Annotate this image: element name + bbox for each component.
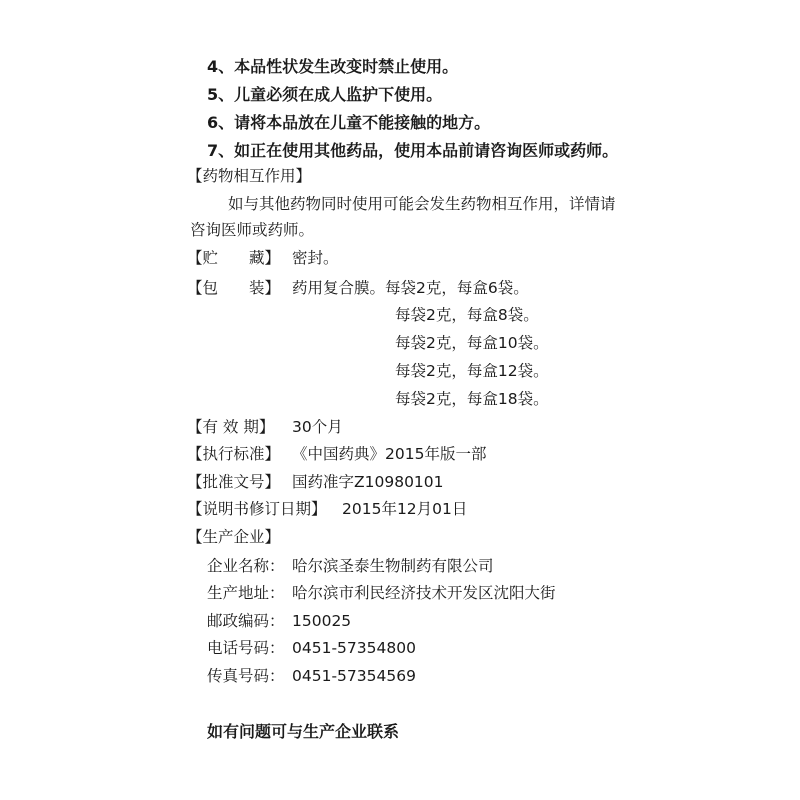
standard-value: 《中国药典》2015年版一部 [292, 445, 487, 463]
manufacturer-name-label: 企业名称： [207, 557, 285, 575]
approval-value: 国药准字Z10980101 [292, 473, 444, 491]
manufacturer-address-value: 哈尔滨市利民经济技术开发区沈阳大街 [292, 584, 556, 602]
footer-contact-note: 如有问题可与生产企业联系 [207, 722, 400, 741]
packaging-line-3: 每袋2克，每盒10袋。 [395, 334, 549, 352]
precaution-item-4: 4、本品性状发生改变时禁止使用。 [207, 57, 459, 76]
standard-label: 【执行标准】 [187, 445, 281, 463]
manufacturer-fax-label: 传真号码： [207, 667, 285, 685]
revision-value: 2015年12月01日 [342, 500, 468, 518]
manufacturer-phone-label: 电话号码： [207, 639, 285, 657]
precaution-item-6: 6、请将本品放在儿童不能接触的地方。 [207, 113, 491, 132]
precaution-item-5: 5、儿童必须在成人监护下使用。 [207, 85, 443, 104]
approval-label: 【批准文号】 [187, 473, 281, 491]
manufacturer-name-value: 哈尔滨圣泰生物制药有限公司 [292, 557, 494, 575]
validity-value: 30个月 [292, 418, 343, 436]
storage-value: 密封。 [292, 249, 339, 267]
revision-label: 【说明书修订日期】 [187, 500, 327, 518]
storage-label: 【贮 藏】 [187, 249, 281, 267]
packaging-line-1: 药用复合膜。每袋2克，每盒6袋。 [292, 279, 529, 297]
interaction-text-line1: 如与其他药物同时使用可能会发生药物相互作用，详情请 [228, 195, 616, 213]
precaution-item-7: 7、如正在使用其他药品，使用本品前请咨询医师或药师。 [207, 141, 619, 160]
packaging-line-4: 每袋2克，每盒12袋。 [395, 362, 549, 380]
manufacturer-fax-value: 0451-57354569 [292, 667, 416, 685]
interaction-text-line2: 咨询医师或药师。 [190, 221, 315, 239]
validity-label: 【有 效 期】 [187, 418, 275, 436]
manufacturer-postcode-label: 邮政编码： [207, 612, 285, 630]
manufacturer-postcode-value: 150025 [292, 612, 352, 630]
manufacturer-address-label: 生产地址： [207, 584, 285, 602]
packaging-label: 【包 装】 [187, 279, 281, 297]
packaging-line-5: 每袋2克，每盒18袋。 [395, 390, 549, 408]
interaction-header: 【药物相互作用】 [187, 167, 312, 185]
packaging-line-2: 每袋2克，每盒8袋。 [395, 306, 539, 324]
manufacturer-phone-value: 0451-57354800 [292, 639, 416, 657]
manufacturer-header: 【生产企业】 [187, 528, 281, 546]
